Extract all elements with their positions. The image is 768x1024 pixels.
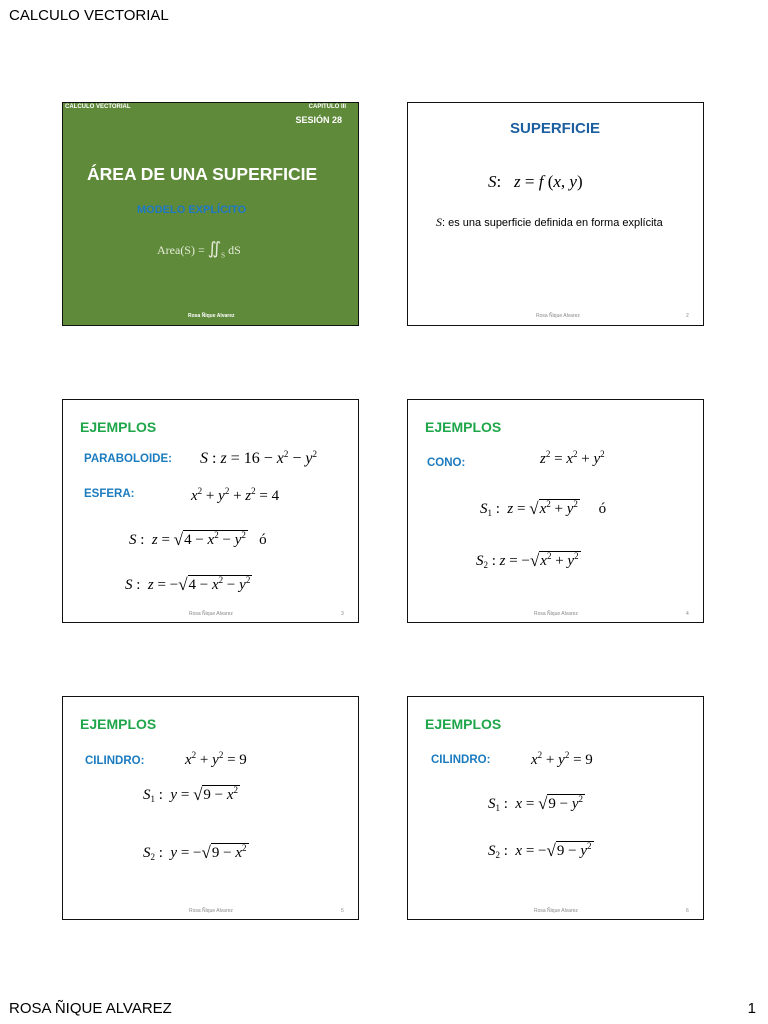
slide-footer-author: Rosa Ñique Alvarez: [536, 313, 580, 319]
cone-upper-equation: $S_1$ : $z = √x^2 + y^2$ ó: [480, 499, 607, 518]
description-text: : es una superficie definida en forma explícita: [442, 217, 663, 229]
slide-subtitle: MODELO EXPLÍCITO: [137, 204, 247, 216]
slide-number: 3: [341, 611, 344, 617]
slide-title: ÁREA DE UNA SUPERFICIE: [87, 164, 318, 184]
slide-number: 5: [341, 908, 344, 914]
area-formula: [157, 239, 241, 259]
integral-sign: ∬: [207, 239, 222, 258]
slide-6: [407, 696, 704, 920]
or-text: ó: [259, 532, 267, 548]
cylinder-equation: $x^2 + y^2 = 9$: [185, 750, 247, 768]
slide-footer-author: Rosa Ñique Alvarez: [534, 908, 578, 914]
formula-left: Area(S) =: [157, 243, 205, 257]
cylinder-label: CILINDRO:: [85, 755, 145, 767]
page-header: CALCULO VECTORIAL: [9, 7, 169, 24]
cylinder-equation: $x^2 + y^2 = 9$: [531, 750, 593, 768]
slide-chapter: CAPITULO III: [308, 104, 346, 110]
slide-number: 4: [686, 611, 689, 617]
paraboloid-label: PARABOLOIDE:: [84, 453, 172, 465]
sphere-lower-equation: S : $z = -√4 - x^2 - y^2$: [125, 575, 251, 594]
slide-footer-author: Rosa Ñique Alvarez: [534, 611, 578, 617]
surface-description: S: es una superficie definida en forma explícita: [436, 215, 663, 229]
slide-author: Rosa Ñique Alvarez: [188, 313, 235, 319]
formula-right: dS: [228, 243, 241, 257]
integral-domain: S: [221, 251, 226, 260]
slide-title: EJEMPLOS: [425, 419, 502, 435]
cylinder-lower-equation: $S_2$ : $y = -√9 - x^2$: [143, 843, 247, 862]
cylinder-lower-equation: $S_2$ : $x = -√9 - y^2$: [488, 841, 592, 860]
surface-equation: S: z = f (x, y): [488, 172, 583, 191]
page-number: 1: [747, 1000, 756, 1017]
page-footer-author: ROSA ÑIQUE ALVAREZ: [9, 1000, 172, 1017]
slide-title: EJEMPLOS: [425, 716, 502, 732]
slide-2: [407, 102, 704, 326]
cone-equation: $z^2 = x^2 + y^2$: [540, 449, 605, 467]
or-text: ó: [598, 501, 607, 517]
sphere-upper-equation: S : $z = √4 - x^2 - y^2$ ó: [129, 530, 267, 549]
sphere-label: ESFERA:: [84, 488, 135, 500]
cone-label: CONO:: [427, 457, 466, 469]
slide-course: CALCULO VECTORIAL: [65, 104, 131, 110]
slide-footer-author: Rosa Ñique Alvarez: [189, 611, 233, 617]
slide-title: EJEMPLOS: [80, 716, 157, 732]
slide-footer-author: Rosa Ñique Alvarez: [189, 908, 233, 914]
cylinder-label: CILINDRO:: [431, 754, 491, 766]
slide-title: EJEMPLOS: [80, 419, 157, 435]
slide-title: SUPERFICIE: [510, 120, 601, 137]
sphere-equation: $x^2 + y^2 + z^2 = 4$: [191, 486, 280, 504]
cylinder-upper-equation: $S_1$ : $y = √9 - x^2$: [143, 785, 239, 804]
slide-1: [62, 102, 359, 326]
cone-lower-equation: $S_2$ : $z = -√x^2 + y^2$: [476, 551, 579, 570]
cylinder-upper-equation: $S_1$ : $x = √9 - y^2$: [488, 794, 584, 813]
slide-4: [407, 399, 704, 623]
slide-5: [62, 696, 359, 920]
slide-number: 6: [686, 908, 689, 914]
slide-3: [62, 399, 359, 623]
slide-number: 2: [686, 313, 689, 319]
paraboloid-equation: S : $z = 16 - x^2 - y^2$: [200, 449, 317, 467]
slide-session: SESIÓN 28: [295, 115, 342, 125]
